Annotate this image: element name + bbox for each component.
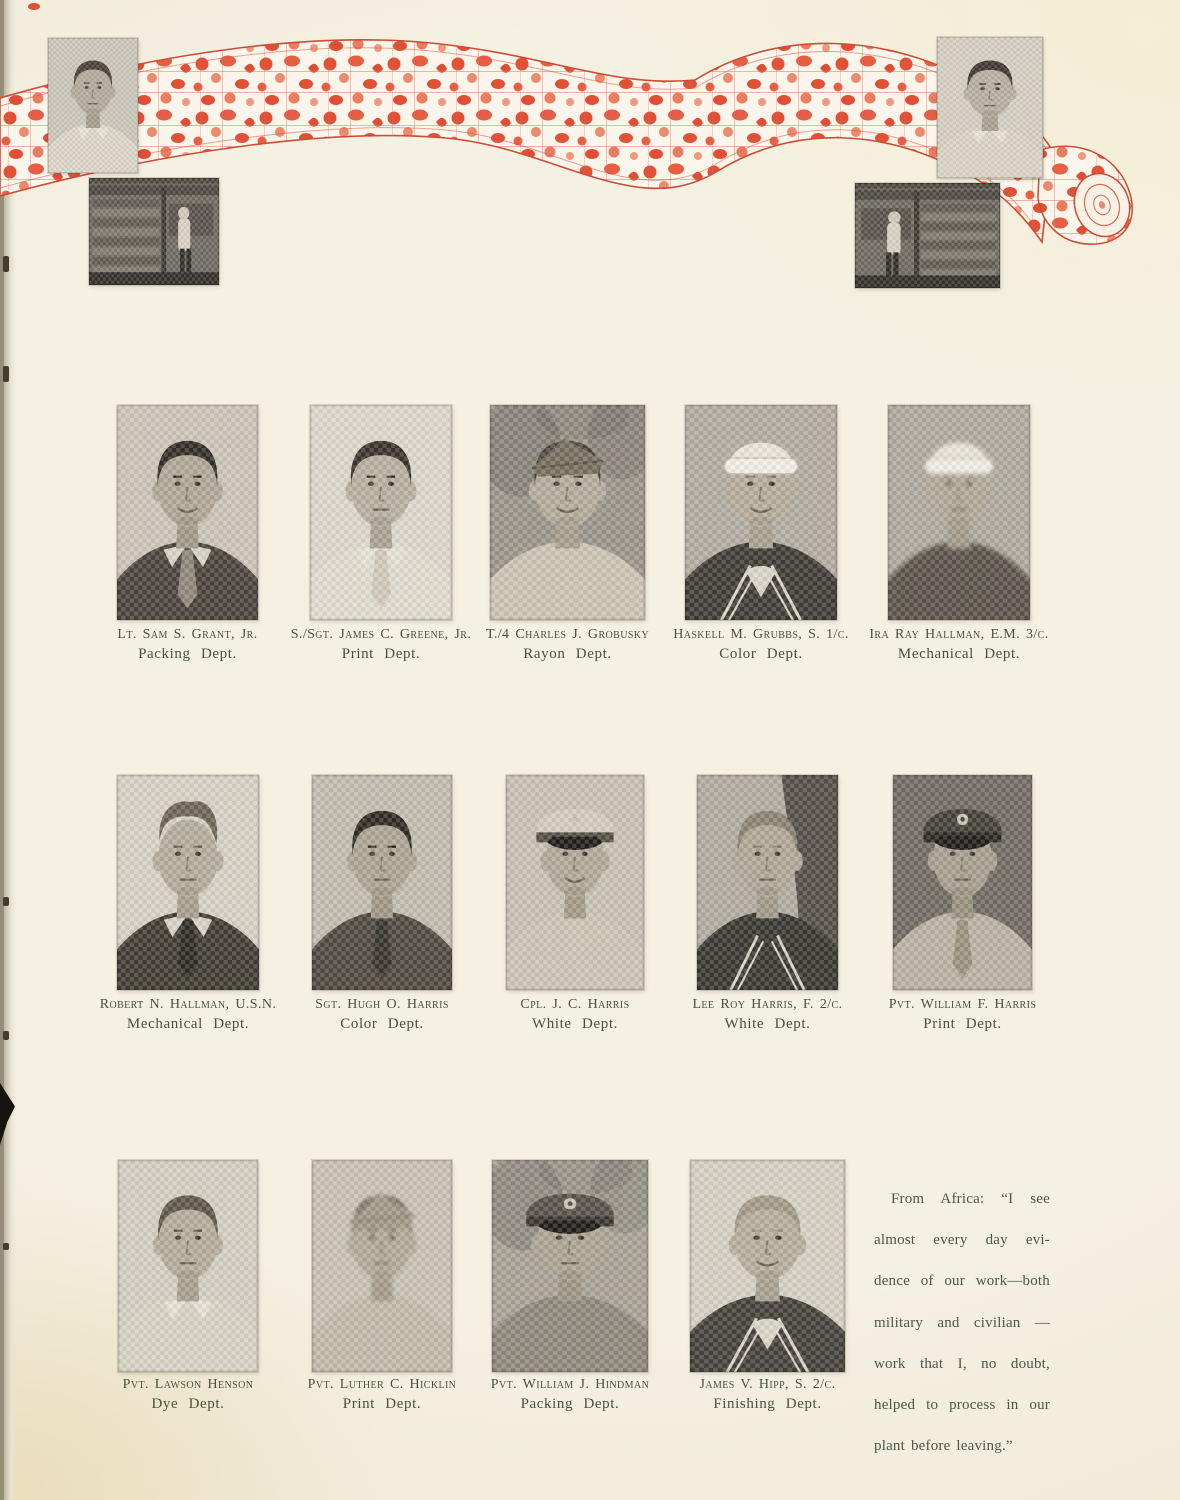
- header-factory-photo-left: [89, 178, 219, 285]
- serviceman-photo: [685, 405, 837, 620]
- serviceman-photo: [690, 1160, 845, 1372]
- serviceman-name: Lee Roy Harris, F. 2/c.: [692, 997, 843, 1012]
- quote-line: military and civilian —: [874, 1314, 1050, 1331]
- serviceman-dept: White Dept.: [532, 1016, 618, 1032]
- quote-line: work that I, no doubt,: [874, 1355, 1050, 1372]
- quote-line: helped to process in our: [874, 1396, 1050, 1413]
- serviceman-dept: Packing Dept.: [520, 1396, 620, 1412]
- serviceman-dept: Mechanical Dept.: [897, 646, 1021, 662]
- serviceman-dept: Color Dept.: [719, 646, 803, 662]
- binding-stitch: [3, 366, 9, 382]
- binding-stitch: [3, 1243, 9, 1250]
- serviceman-name: Pvt. Luther C. Hicklin: [307, 1377, 457, 1392]
- serviceman-dept: Finishing Dept.: [713, 1396, 822, 1412]
- serviceman-name: Haskell M. Grubbs, S. 1/c.: [673, 627, 849, 642]
- serviceman-name: S./Sgt. James C. Greene, Jr.: [290, 627, 472, 642]
- serviceman-dept: Print Dept.: [341, 646, 421, 662]
- serviceman-photo: [506, 775, 644, 990]
- serviceman-photo: [312, 775, 452, 990]
- serviceman-dept: Print Dept.: [342, 1396, 422, 1412]
- serviceman-photo: [118, 1160, 258, 1372]
- serviceman-photo: [117, 775, 259, 990]
- serviceman-dept: White Dept.: [724, 1016, 811, 1032]
- serviceman-dept: Dye Dept.: [151, 1396, 225, 1412]
- serviceman-name: Sgt. Hugh O. Harris: [315, 997, 449, 1012]
- serviceman-name: Cpl. J. C. Harris: [520, 997, 630, 1012]
- quote-line: almost every day evi-: [874, 1232, 1050, 1249]
- header-factory-photo-right: [855, 183, 1000, 288]
- serviceman-name: Ira Ray Hallman, E.M. 3/c.: [869, 627, 1049, 642]
- serviceman-photo: [117, 405, 258, 620]
- header-portrait-photo-right: [937, 37, 1043, 178]
- serviceman-photo: [697, 775, 838, 990]
- quote-text: [874, 1189, 1050, 1457]
- serviceman-dept: Packing Dept.: [138, 646, 237, 662]
- serviceman-name: T./4 Charles J. Grobusky: [485, 627, 650, 642]
- serviceman-dept: Color Dept.: [340, 1016, 424, 1032]
- serviceman-dept: Rayon Dept.: [523, 646, 612, 662]
- serviceman-dept: Mechanical Dept.: [126, 1016, 250, 1032]
- serviceman-name: Pvt. William F. Harris: [888, 997, 1037, 1012]
- serviceman-dept: Print Dept.: [923, 1016, 1002, 1032]
- quote-line: plant before leaving.”: [874, 1438, 1013, 1455]
- serviceman-photo: [490, 405, 645, 620]
- serviceman-name: Robert N. Hallman, U.S.N.: [99, 997, 277, 1012]
- serviceman-photo: [492, 1160, 648, 1372]
- serviceman-name: James V. Hipp, S. 2/c.: [699, 1377, 836, 1392]
- serviceman-photo: [888, 405, 1030, 620]
- serviceman-photo: [893, 775, 1032, 990]
- serviceman-name: Pvt. Lawson Henson: [122, 1377, 254, 1392]
- binding-stitch: [3, 1031, 9, 1040]
- serviceman-photo: [310, 405, 452, 620]
- header-portrait-photo-left: [48, 38, 138, 173]
- binding-stitch: [3, 897, 9, 906]
- serviceman-name: Lt. Sam S. Grant, Jr.: [117, 627, 258, 642]
- serviceman-photo: [312, 1160, 452, 1372]
- quote-line: From Africa: “I see: [891, 1191, 1050, 1207]
- serviceman-name: Pvt. William J. Hindman: [490, 1377, 650, 1392]
- quote-line: dence of our work—both: [874, 1273, 1050, 1290]
